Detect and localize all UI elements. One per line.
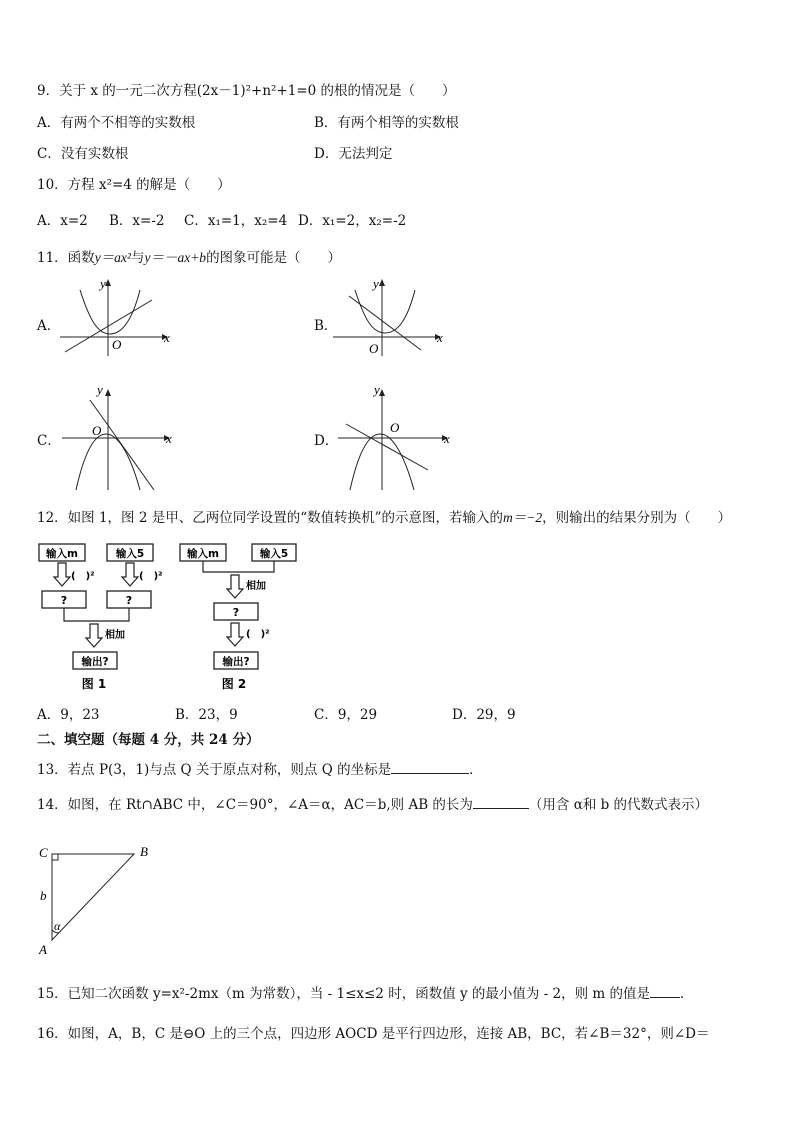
- q13-answer-blank: [391, 759, 469, 774]
- q15-answer-blank: [650, 983, 680, 998]
- figure-1-caption: 图 1: [81, 677, 107, 691]
- y-label: y: [373, 276, 379, 291]
- x-label: x: [444, 431, 450, 446]
- q11-option-b: B．: [314, 318, 338, 334]
- down-arrow-icon: [227, 575, 243, 598]
- input-5-label: 输入5: [115, 548, 145, 560]
- alpha-label: α: [54, 919, 61, 933]
- q14: [37, 794, 708, 814]
- down-arrow-icon: [122, 563, 138, 586]
- result-q-1: ?: [60, 594, 68, 607]
- down-arrow-icon: [86, 624, 102, 647]
- q11-graph-d: [338, 384, 453, 494]
- q11-graph-a: [60, 276, 175, 356]
- line: [90, 400, 154, 490]
- section-2-heading: 二、填空题（每题 4 分，共 24 分）: [37, 732, 260, 748]
- vertex-c-label: C: [39, 845, 48, 860]
- add-op: 相加: [246, 581, 266, 592]
- q10-option-b: B．x=-2: [109, 213, 165, 229]
- q9-option-b: B．有两个相等的实数根: [314, 115, 459, 131]
- q11-option-a: A．: [37, 318, 61, 334]
- input-5-label: 输入5: [259, 548, 289, 560]
- origin-label: O: [92, 423, 102, 438]
- q14-text: 14．如图，在 Rt∩ABC 中，∠C＝90°，∠A＝α，AC＝b,则 AB 的长为: [37, 797, 473, 813]
- x-label: x: [437, 330, 443, 345]
- q11-graph-b: [333, 276, 448, 356]
- square-op: ( )²: [246, 629, 270, 640]
- origin-label: O: [369, 341, 379, 356]
- square-op-1: ( )²: [71, 571, 95, 582]
- q11-option-d: D．: [314, 433, 339, 449]
- q11-graph-c: [62, 384, 177, 494]
- q11-stem: [37, 249, 341, 267]
- q15-end: ．: [680, 986, 694, 1002]
- result-q-2: ?: [125, 594, 133, 607]
- vertex-b-label: B: [140, 844, 148, 859]
- q10-option-c: C．x₁=1，x₂=4: [184, 213, 288, 229]
- q14-answer-blank: [473, 794, 529, 809]
- line: [346, 424, 428, 470]
- q10-stem: 10．方程 x²=4 的解是（ ）: [37, 177, 231, 193]
- q11-formula-2: y＝－ax+b: [144, 250, 207, 265]
- q11-stem-b: 与: [130, 250, 145, 266]
- down-arrow-icon: [54, 563, 70, 586]
- right-angle-mark: [52, 854, 58, 860]
- q12-option-d: D．29，9: [452, 707, 516, 723]
- q11-stem-c: 的图象可能是（ ）: [206, 250, 342, 266]
- q15-text: 15．已知二次函数 y=x²-2mx（m 为常数），当 - 1≤x≤2 时，函数值 y 的最小值为 - 2，则 m 的值是: [37, 986, 651, 1002]
- q12-option-b: B．23，9: [175, 707, 238, 723]
- x-label: x: [166, 431, 172, 446]
- q9-option-d: D．无法判定: [314, 146, 393, 162]
- q14-triangle-figure: [36, 842, 156, 960]
- output-label: 输出?: [81, 656, 109, 668]
- q13: [37, 759, 483, 779]
- q12-stem-b: ，则输出的结果分别为（ ）: [542, 510, 732, 526]
- output-label: 输出?: [222, 656, 250, 668]
- y-arrow-icon: [379, 279, 385, 286]
- vertex-a-label: A: [39, 942, 47, 957]
- q11-stem-a: 11．函数: [37, 250, 95, 266]
- q10-option-d: D．x₁=2，x₂=-2: [298, 213, 407, 229]
- q12-stem: [37, 509, 731, 527]
- connector: [64, 608, 129, 621]
- result-q: ?: [232, 606, 240, 619]
- y-label: y: [97, 382, 103, 397]
- q12-option-c: C．9，29: [314, 707, 378, 723]
- add-op: 相加: [105, 630, 125, 641]
- side-b-label: b: [40, 888, 47, 903]
- q12-stem-m: m＝−2: [503, 510, 543, 525]
- origin-label: O: [390, 420, 400, 435]
- q11-option-c: C．: [37, 433, 61, 449]
- y-label: y: [374, 382, 380, 397]
- origin-label: O: [112, 337, 122, 352]
- q13-end: ．: [469, 762, 483, 778]
- x-label: x: [164, 330, 170, 345]
- input-m-label: 输入m: [46, 548, 78, 560]
- q12-stem-a: 12．如图 1，图 2 是甲、乙两位同学设置的“数值转换机”的示意图，若输入的: [37, 510, 504, 526]
- q12-option-a: A．9，23: [37, 707, 100, 723]
- y-label: y: [100, 276, 106, 291]
- parabola: [355, 290, 415, 333]
- q9-option-c: C．没有实数根: [37, 146, 129, 162]
- q15: [37, 983, 694, 1003]
- q9-stem: 9．关于 x 的一元二次方程(2x－1)²+n²+1=0 的根的情况是（ ）: [37, 83, 456, 99]
- square-op-2: ( )²: [139, 571, 163, 582]
- y-arrow-icon: [105, 389, 111, 396]
- q10-option-a: A．x=2: [37, 213, 88, 229]
- y-arrow-icon: [379, 389, 385, 396]
- q12-figure-1: [37, 541, 163, 696]
- y-arrow-icon: [105, 279, 111, 286]
- q16-text: 16．如图，A，B，C 是⊖O 上的三个点，四边形 AOCD 是平行四边形，连接 AB，BC，若∠B＝32°，则∠D＝: [37, 1026, 710, 1042]
- q12-figure-2: [178, 541, 303, 696]
- input-m-label: 输入m: [187, 548, 219, 560]
- line: [349, 296, 421, 350]
- q11-formula-1: y＝ax²: [94, 250, 131, 265]
- q14-end: （用含 α和 b 的代数式表示）: [528, 797, 709, 813]
- figure-2-caption: 图 2: [221, 677, 247, 691]
- q9-option-a: A．有两个不相等的实数根: [37, 115, 196, 131]
- connector: [203, 561, 274, 572]
- triangle: [52, 854, 134, 940]
- q13-text: 13．若点 P(3，1)与点 Q 关于原点对称，则点 Q 的坐标是: [37, 762, 392, 778]
- down-arrow-icon: [227, 623, 243, 646]
